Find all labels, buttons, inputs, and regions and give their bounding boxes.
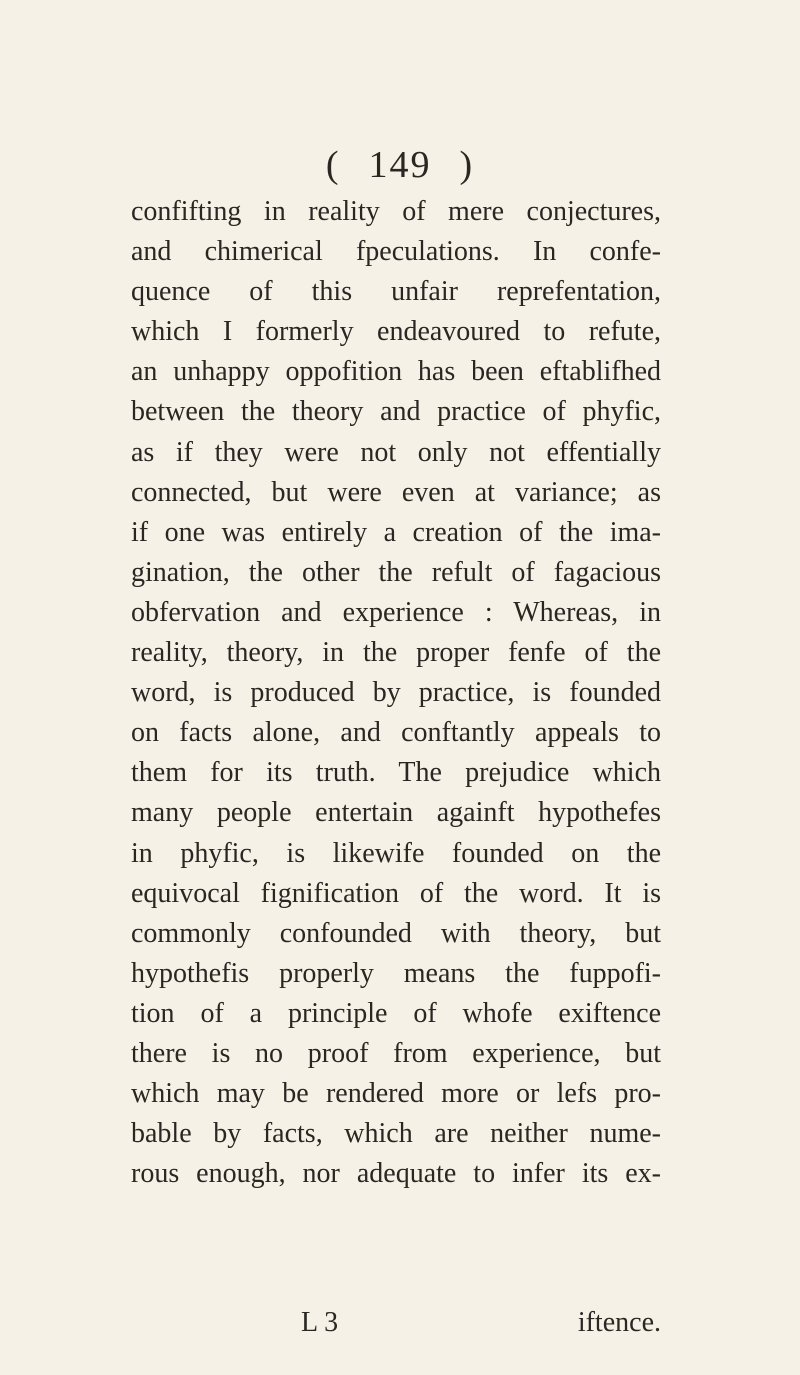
text-line: between the theory and practice of phyfic,	[131, 396, 661, 428]
text-line: as if they were not only not effentially	[131, 436, 661, 468]
text-line: commonly confounded with theory, but	[131, 917, 661, 949]
text-line: many people entertain againft hypothefes	[131, 797, 661, 829]
text-line: hypothefis properly means the fuppofi-	[131, 957, 661, 989]
text-line: and chimerical fpeculations. In confe-	[131, 236, 661, 268]
text-line: rous enough, nor adequate to infer its ex-	[131, 1158, 661, 1190]
header-open-paren: (	[325, 144, 341, 186]
text-line: bable by facts, which are neither nume-	[131, 1118, 661, 1150]
text-line: reality, theory, in the proper fenfe of the	[131, 637, 661, 669]
header-close-paren: )	[459, 144, 475, 186]
text-line: word, is produced by practice, is founded	[131, 677, 661, 709]
text-line: there is no proof from experience, but	[131, 1037, 661, 1069]
signature-mark: L 3	[301, 1307, 339, 1338]
text-line: which I formerly endeavoured to refute,	[131, 316, 661, 348]
text-line: them for its truth. The prejudice which	[131, 757, 661, 789]
text-line: connected, but were even at variance; as	[131, 476, 661, 508]
text-line: in phyfic, is likewife founded on the	[131, 837, 661, 869]
text-line: tion of a principle of whofe exiftence	[131, 997, 661, 1029]
page-header	[0, 143, 800, 187]
text-line: gination, the other the refult of fagacious	[131, 556, 661, 588]
page-footer	[131, 1307, 661, 1347]
text-line: confifting in reality of mere conjectures,	[131, 196, 661, 227]
text-line: on facts alone, and conftantly appeals to	[131, 717, 661, 749]
text-line: an unhappy oppofition has been eftablifhed	[131, 356, 661, 388]
text-line: equivocal fignification of the word. It is	[131, 877, 661, 909]
catchword: iftence.	[577, 1307, 661, 1338]
body-text	[131, 192, 661, 1194]
text-line: obfervation and experience : Whereas, in	[131, 596, 661, 628]
text-line: quence of this unfair reprefentation,	[131, 276, 661, 308]
text-line: if one was entirely a creation of the ima-	[131, 516, 661, 548]
page-number: 149	[368, 144, 432, 186]
text-line: which may be rendered more or lefs pro-	[131, 1078, 661, 1110]
